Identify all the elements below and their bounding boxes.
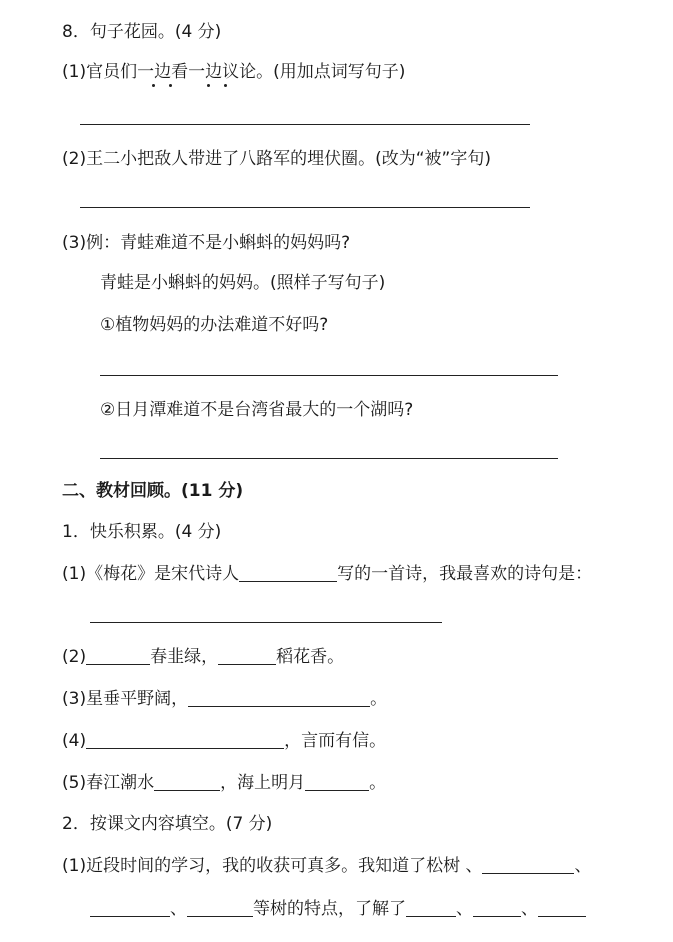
fill-text: 等树的特点，了解了 xyxy=(253,899,406,919)
fill-blank[interactable] xyxy=(406,898,456,917)
fill-text: (4) xyxy=(62,731,87,751)
emphasis-dot xyxy=(224,84,227,87)
fill-blank[interactable] xyxy=(473,898,521,917)
q8-sub3-item2: ②日月潭难道不是台湾省最大的一个湖吗? xyxy=(100,400,414,420)
q8-sub1-prompt: (1)官员们一边看一边议论。(用加点词写句子) xyxy=(62,62,406,82)
fill-text: 春韭绿， xyxy=(150,647,219,667)
section2-q2-title: 2．按课文内容填空。(7 分) xyxy=(62,814,273,834)
emphasis-dot xyxy=(152,84,155,87)
q8-title: 8．句子花园。(4 分) xyxy=(62,22,222,42)
fill-blank[interactable] xyxy=(239,563,337,582)
fill-blank[interactable] xyxy=(187,898,253,917)
fill-text: (2) xyxy=(62,647,87,667)
fill-blank[interactable] xyxy=(482,855,574,874)
fill-text: 写的一首诗，我最喜欢的诗句是： xyxy=(337,564,593,584)
fill-blank[interactable] xyxy=(86,730,284,749)
fill-blank[interactable] xyxy=(90,898,170,917)
section2-q1-item4 xyxy=(62,729,386,753)
section2-q1-item5 xyxy=(62,771,386,795)
section2-q2-line2 xyxy=(90,897,586,921)
fill-text: (5)春江潮水 xyxy=(62,773,155,793)
q8-sub3-item1: ①植物妈妈的办法难道不好吗? xyxy=(100,315,329,335)
emphasis-dot xyxy=(169,84,172,87)
fill-text: 、 xyxy=(521,899,538,919)
answer-line[interactable] xyxy=(100,375,558,376)
answer-line[interactable] xyxy=(80,207,530,208)
fill-blank[interactable] xyxy=(218,646,276,665)
section2-q1-item1 xyxy=(62,562,592,586)
q8-sub3-example: 青蛙是小蝌蚪的妈妈。(照样子写句子) xyxy=(100,273,386,293)
answer-line[interactable] xyxy=(80,124,530,125)
fill-text: (1)《梅花》是宋代诗人 xyxy=(62,564,240,584)
fill-text: 。 xyxy=(370,689,388,709)
fill-text: 、 xyxy=(170,899,187,919)
fill-blank[interactable] xyxy=(188,688,370,707)
fill-text: (3)星垂平野阔， xyxy=(62,689,189,709)
section2-q2-line1 xyxy=(62,854,591,878)
fill-text: ，海上明月 xyxy=(220,773,306,793)
fill-text: ，言而有信。 xyxy=(284,731,387,751)
q8-sub3-prompt: (3)例：青蛙难道不是小蝌蚪的妈妈吗? xyxy=(62,233,351,253)
emphasis-dot xyxy=(207,84,210,87)
fill-text: 稻花香。 xyxy=(276,647,345,667)
fill-blank[interactable] xyxy=(305,772,369,791)
fill-text: (1)近段时间的学习，我的收获可真多。我知道了松树 、 xyxy=(62,856,483,876)
fill-text: 。 xyxy=(369,773,387,793)
q8-sub2-prompt: (2)王二小把敌人带进了八路军的埋伏圈。(改为“被”字句) xyxy=(62,149,491,169)
fill-text: 、 xyxy=(456,899,473,919)
section2-q1-title: 1．快乐积累。(4 分) xyxy=(62,522,222,542)
fill-text: 、 xyxy=(574,856,592,876)
fill-blank[interactable] xyxy=(86,646,150,665)
section2-q1-item2 xyxy=(62,645,344,669)
fill-blank[interactable] xyxy=(538,898,586,917)
fill-blank[interactable] xyxy=(154,772,220,791)
answer-line[interactable] xyxy=(100,458,558,459)
section2-q1-item3 xyxy=(62,687,387,711)
answer-line[interactable] xyxy=(90,622,442,623)
section2-heading: 二、教材回顾。(11 分) xyxy=(62,481,244,501)
